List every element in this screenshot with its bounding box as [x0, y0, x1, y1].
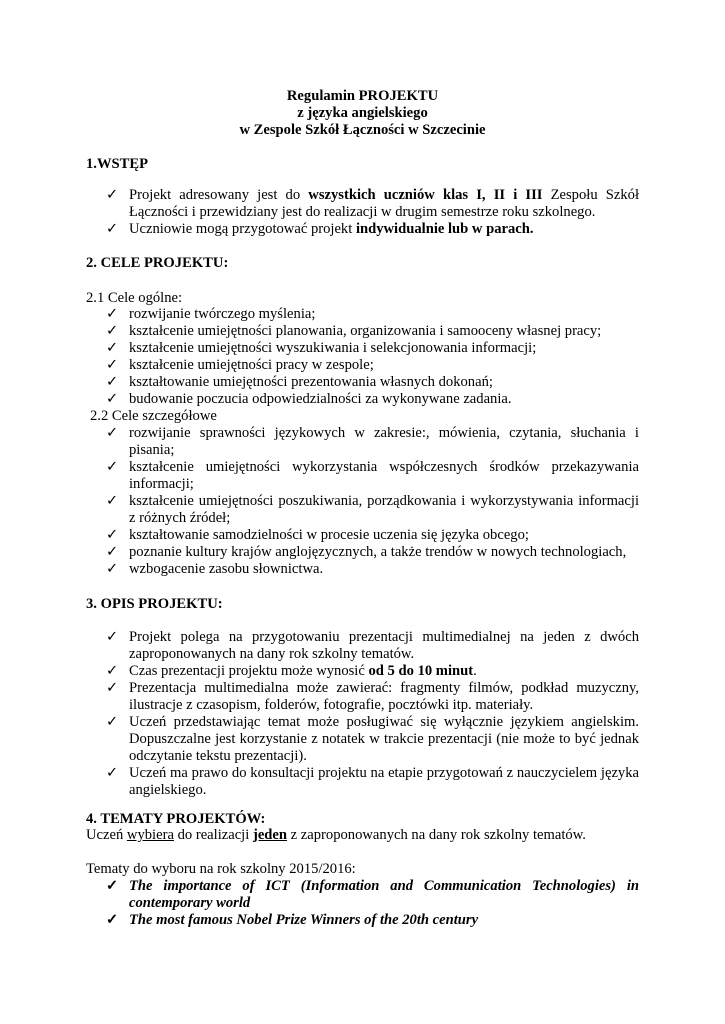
- check-icon: ✓: [106, 663, 119, 679]
- list-item: Uczeń ma prawo do konsultacji projektu na etapie przygotowań z nauczycielem języka: [129, 765, 639, 781]
- list-item: rozwijanie sprawności językowych w zakresie:, mówienia, czytania, słuchania i: [129, 425, 639, 441]
- list-item: kształtowanie umiejętności prezentowania własnych dokonań;: [129, 374, 493, 390]
- list-item: Uczniowie mogą przygotować projekt indywidualnie lub w parach.: [129, 221, 534, 237]
- check-icon: ✓: [106, 340, 119, 356]
- list-item-continuation: informacji;: [129, 476, 194, 492]
- list-item: Czas prezentacji projektu może wynosić od 5 do 10 minut.: [129, 663, 477, 679]
- check-icon: ✓: [106, 221, 119, 237]
- list-item: kształcenie umiejętności poszukiwania, porządkowania i wykorzystywania informacji: [129, 493, 639, 509]
- topics-intro: Tematy do wyboru na rok szkolny 2015/2016:: [86, 861, 356, 877]
- check-icon: ✓: [106, 629, 119, 645]
- check-icon: ✓: [106, 561, 119, 577]
- check-icon: ✓: [106, 391, 119, 407]
- list-item: Projekt adresowany jest do wszystkich uczniów klas I, II i III Zespołu Szkół: [129, 187, 639, 203]
- list-item-continuation: contemporary world: [129, 895, 251, 911]
- list-item: wzbogacenie zasobu słownictwa.: [129, 561, 324, 577]
- list-item: kształcenie umiejętności wyszukiwania i selekcjonowania informacji;: [129, 340, 537, 356]
- section-2-heading: 2. CELE PROJEKTU:: [86, 255, 229, 271]
- list-item-continuation: odczytanie tekstu prezentacji).: [129, 748, 307, 764]
- check-icon: ✓: [106, 374, 119, 390]
- doc-title-line2: z języka angielskiego: [297, 105, 428, 121]
- check-icon: ✓: [106, 187, 119, 203]
- list-item-continuation: Łączności i przewidziany jest do realizacji w drugim semestrze roku szkolnego.: [129, 204, 596, 220]
- check-icon: ✓: [106, 765, 119, 781]
- list-item: The importance of ICT (Information and Communication Technologies) in: [129, 878, 639, 894]
- doc-title-line1: Regulamin PROJEKTU: [286, 88, 439, 104]
- check-icon: ✓: [106, 357, 119, 373]
- check-icon: ✓: [106, 912, 119, 928]
- check-icon: ✓: [106, 714, 119, 730]
- list-item: poznanie kultury krajów anglojęzycznych, a także trendów w nowych technologiach,: [129, 544, 627, 560]
- list-item-continuation: pisania;: [129, 442, 175, 458]
- section-3-heading: 3. OPIS PROJEKTU:: [86, 596, 223, 612]
- check-icon: ✓: [106, 493, 119, 509]
- check-icon: ✓: [106, 544, 119, 560]
- check-icon: ✓: [106, 306, 119, 322]
- list-item: rozwijanie twórczego myślenia;: [129, 306, 316, 322]
- list-item-continuation: Dopuszczalne jest korzystanie z notatek w trakcie prezentacji (nie może to być jednak: [129, 731, 639, 747]
- list-item: kształcenie umiejętności wykorzystania współczesnych środków przekazywania: [129, 459, 639, 475]
- list-item: The most famous Nobel Prize Winners of the 20th century: [129, 912, 479, 928]
- section-4-heading: 4. TEMATY PROJEKTÓW:: [86, 811, 266, 827]
- list-item: kształtowanie samodzielności w procesie uczenia się języka obcego;: [129, 527, 529, 543]
- list-item: budowanie poczucia odpowiedzialności za wykonywane zadania.: [129, 391, 512, 407]
- list-item: kształcenie umiejętności planowania, organizowania i samooceny własnej pracy;: [129, 323, 602, 339]
- subsection-detailed-heading: 2.2 Cele szczegółowe: [90, 408, 217, 424]
- check-icon: ✓: [106, 425, 119, 441]
- section-4-intro: Uczeń wybiera do realizacji jeden z zaproponowanych na dany rok szkolny tematów.: [86, 827, 586, 843]
- subsection-general-heading: 2.1 Cele ogólne:: [86, 290, 183, 306]
- check-icon: ✓: [106, 680, 119, 696]
- list-item: Projekt polega na przygotowaniu prezentacji multimedialnej na jeden z dwóch: [129, 629, 639, 645]
- doc-title-line3: w Zespole Szkół Łączności w Szczecinie: [239, 122, 486, 138]
- list-item: Prezentacja multimedialna może zawierać: fragmenty filmów, podkład muzyczny,: [129, 680, 639, 696]
- list-item: Uczeń przedstawiając temat może posługiwać się wyłącznie językiem angielskim.: [129, 714, 639, 730]
- list-item-continuation: z różnych źródeł;: [129, 510, 231, 526]
- section-1-heading: 1.WSTĘP: [86, 156, 149, 172]
- list-item: kształcenie umiejętności pracy w zespole;: [129, 357, 374, 373]
- list-item-continuation: ilustracje z czasopism, folderów, fotografie, pocztówki itp. materiały.: [129, 697, 534, 713]
- check-icon: ✓: [106, 323, 119, 339]
- check-icon: ✓: [106, 878, 119, 894]
- list-item-continuation: zaproponowanych na dany rok szkolny tematów.: [129, 646, 415, 662]
- check-icon: ✓: [106, 527, 119, 543]
- check-icon: ✓: [106, 459, 119, 475]
- list-item-continuation: angielskiego.: [129, 782, 207, 798]
